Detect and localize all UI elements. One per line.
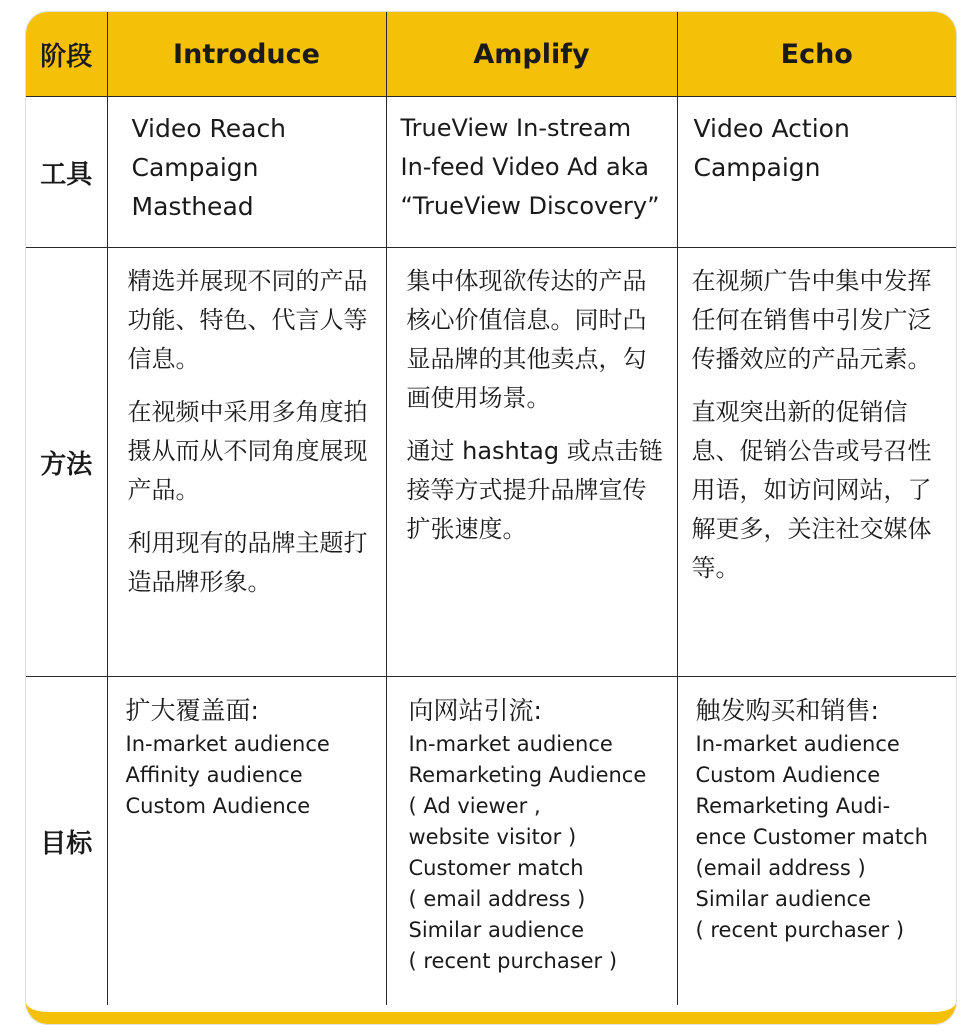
goal-amplify-item: ( recent purchaser )	[408, 949, 618, 973]
goal-echo-item: ( recent purchaser )	[695, 918, 905, 942]
tools-amplify-line: TrueView In-stream	[400, 114, 632, 142]
method-echo-paragraph: 在视频广告中集中发挥任何在销售中引发广泛传播效应的产品元素。	[691, 267, 932, 373]
method-amplify-cell	[386, 248, 677, 677]
tools-row	[26, 97, 956, 248]
tools-amplify-cell	[386, 97, 677, 248]
tools-introduce-line: Video Reach	[131, 114, 287, 143]
header-row	[26, 12, 956, 97]
goal-amplify-item: ( Ad viewer ,	[408, 794, 541, 818]
goal-row	[26, 677, 956, 1006]
goal-introduce-item: Affinity audience	[125, 763, 303, 787]
goal-amplify-item: website visitor )	[408, 825, 577, 849]
method-introduce-paragraph: 在视频中采用多角度拍摄从而从不同角度展现产品。	[127, 398, 368, 504]
tools-introduce-line: Masthead	[131, 192, 254, 221]
method-amplify-paragraph: 集中体现欲传达的产品核心价值信息。同时凸显品牌的其他卖点，勾画使用场景。	[406, 267, 647, 412]
goal-echo-item: Similar audience	[695, 887, 872, 911]
row-label-method: 方法	[26, 248, 107, 677]
goal-amplify-item: Customer match	[408, 856, 584, 880]
tools-echo-line: Campaign	[693, 153, 821, 182]
tools-introduce-line: Campaign	[131, 153, 259, 182]
goal-echo-item: Remarketing Audi-	[695, 794, 891, 818]
goal-echo-item: (email address )	[695, 856, 866, 880]
header-introduce: Introduce	[107, 12, 386, 97]
goal-amplify-title: 向网站引流:	[408, 696, 542, 725]
goal-amplify-item: Remarketing Audience	[408, 763, 647, 787]
goal-introduce-cell	[107, 677, 386, 1006]
row-label-goal: 目标	[26, 677, 107, 1006]
goal-echo-item: Custom Audience	[695, 763, 881, 787]
goal-introduce-item: In-market audience	[125, 732, 330, 756]
goal-amplify-cell	[386, 677, 677, 1006]
goal-introduce-item: Custom Audience	[125, 794, 311, 818]
method-echo-paragraph: 直观突出新的促销信息、促销公告或号召性用语，如访问网站，了解更多，关注社交媒体等。	[691, 398, 932, 582]
header-stage: 阶段	[26, 12, 107, 97]
tools-amplify-line: In-feed Video Ad aka	[400, 153, 649, 181]
header-echo: Echo	[677, 12, 956, 97]
strategy-table-card	[26, 12, 956, 1024]
method-row	[26, 248, 956, 677]
goal-echo-item: ence Customer match	[695, 825, 928, 849]
row-label-tools: 工具	[26, 97, 107, 248]
method-introduce-paragraph: 精选并展现不同的产品功能、特色、代言人等信息。	[127, 267, 368, 373]
goal-echo-title: 触发购买和销售:	[695, 696, 879, 725]
tools-echo-line: Video Action	[693, 114, 850, 143]
method-introduce-paragraph: 利用现有的品牌主题打造品牌形象。	[127, 529, 368, 596]
tools-echo-cell	[677, 97, 956, 248]
goal-echo-item: In-market audience	[695, 732, 900, 756]
goal-amplify-item: In-market audience	[408, 732, 613, 756]
goal-introduce-title: 扩大覆盖面:	[125, 696, 259, 725]
strategy-table	[26, 12, 956, 1005]
tools-introduce-cell	[107, 97, 386, 248]
goal-amplify-item: Similar audience	[408, 918, 585, 942]
goal-echo-cell	[677, 677, 956, 1006]
method-echo-cell	[677, 248, 956, 677]
goal-amplify-item: ( email address )	[408, 887, 586, 911]
tools-amplify-line: “TrueView Discovery”	[400, 192, 660, 220]
method-amplify-paragraph: 通过 hashtag 或点击链接等方式提升品牌宣传扩张速度。	[406, 437, 663, 543]
method-introduce-cell	[107, 248, 386, 677]
header-amplify: Amplify	[386, 12, 677, 97]
